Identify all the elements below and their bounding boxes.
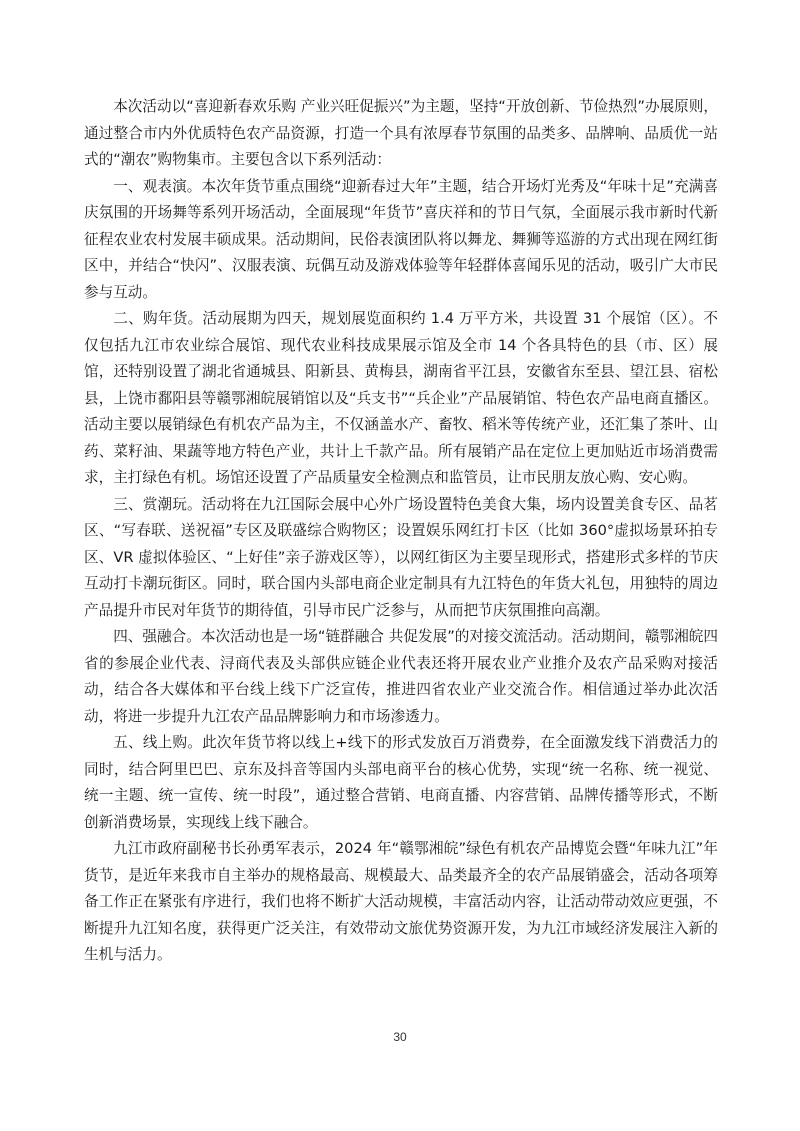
intro-paragraph: 本次活动以“喜迎新春欢乐购 产业兴旺促振兴”为主题，坚持“开放创新、节俭热烈”办展原则，通过整合市内外优质特色农产品资源，打造一个具有浓厚春节氛围的品类多、品牌响、品质优一站式的“潮农”购物集市。主要包含以下系列活动：: [84, 98, 718, 168]
page-number: 30: [393, 1030, 407, 1044]
section-watch-performances: 一、观表演。本次年货节重点围绕“迎新春过大年”主题，结合开场灯光秀及“年味十足”充满喜庆氛围的开场舞等系列开场活动，全面展现“年货节”喜庆祥和的节日气氛，全面展示我市新时代新征程农业农村发展丰硕成果。活动期间，民俗表演团队将以舞龙、舞狮等巡游的方式出现在网红街区中，并结合“快闪”、汉服表演、玩偶互动及游戏体验等年轻群体喜闻乐见的活动，吸引广大市民参与互动。: [84, 177, 718, 301]
section-strengthen-integration: 四、强融合。本次活动也是一场“链群融合 共促发展”的对接交流活动。活动期间，赣鄂湘皖四省的参展企业代表、浔商代表及头部供应链企业代表还将开展农业产业推介及农产品采购对接活动，结合各大媒体和平台线上线下广泛宣传，推进四省农业产业交流合作。相信通过举办此次活动，将进一步提升九江农产品品牌影响力和市场渗透力。: [84, 628, 718, 725]
closing-paragraph: 九江市政府副秘书长孙勇军表示，2024 年“赣鄂湘皖”绿色有机农产品博览会暨“年味九江”年货节，是近年来我市自主举办的规格最高、规模最大、品类最齐全的农产品展销盛会，活动各项筹备工作正在紧张有序进行，我们也将不断扩大活动规模，丰富活动内容，让活动带动效应更强，不断提升九江知名度，获得更广泛关注，有效带动文旅优势资源开发，为九江市域经济发展注入新的生机与活力。: [84, 840, 718, 963]
section-buy-new-year-goods: 二、购年货。活动展期为四天，规划展览面积约 1.4 万平方米，共设置 31 个展馆（区）。不仅包括九江市农业综合展馆、现代农业科技成果展示馆及全市 14 个各具特色的县（市、区）展馆，还特别设置了湖北省通城县、阳新县、黄梅县，湖南省平江县，安徽省东至县、望江县、宿松县，上饶市鄱阳县等赣鄂湘皖展销馆以及“兵支书”“兵企业”产品展销馆、特色农产品电商直播区。活动主要以展销绿色有机农产品为主，不仅涵盖水产、畜牧、稻米等传统产业，还汇集了茶叶、山药、菜籽油、果蔬等地方特色产业，共计上千款产品。所有展销产品在定位上更加贴近市场消费需求，主打绿色有机。场馆还设置了产品质量安全检测点和监管员，让市民朋友放心购、安心购。: [84, 310, 718, 486]
article-body: [84, 94, 718, 969]
section-online-shopping: 五、线上购。此次年货节将以线上+线下的形式发放百万消费券，在全面激发线下消费活力的同时，结合阿里巴巴、京东及抖音等国内头部电商平台的核心优势，实现“统一名称、统一视觉、统一主题、统一宣传、统一时段”，通过整合营销、电商直播、内容营销、品牌传播等形式，不断创新消费场景，实现线上线下融合。: [84, 734, 718, 831]
section-enjoy-trendy-play: 三、赏潮玩。活动将在九江国际会展中心外广场设置特色美食大集，场内设置美食专区、品茗区、“写春联、送祝福”专区及联盛综合购物区；设置娱乐网红打卡区（比如 360°虚拟场景环拍专区、VR 虚拟体验区、“上好佳”亲子游戏区等），以网红街区为主要呈现形式，搭建形式多样的节庆互动打卡潮玩街区。同时，联合国内头部电商企业定制具有九江特色的年货大礼包，用独特的周边产品提升市民对年货节的期待值，引导市民广泛参与，从而把节庆氛围推向高潮。: [84, 495, 718, 619]
